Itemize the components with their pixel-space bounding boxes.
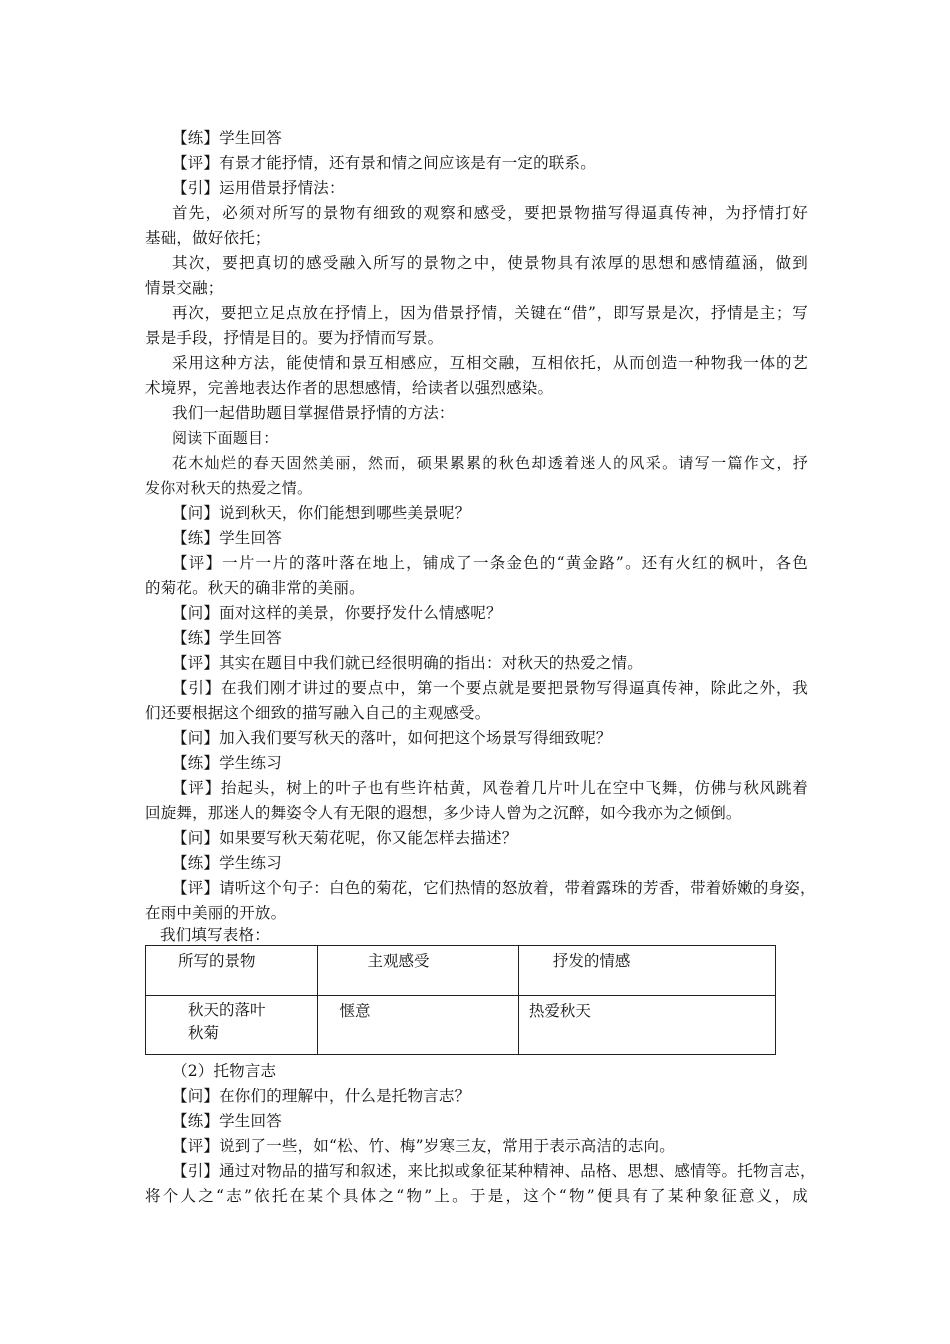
paragraph-line: 首先，必须对所写的景物有细致的观察和感受，要把景物描写得逼真传神，为抒情打好 (172, 204, 808, 222)
paragraph-line: 景是手段，抒情是目的。要为抒情而写景。 (145, 329, 444, 347)
dialogue-line: 【评】说到了一些，如“松、竹、梅”岁寒三友，常用于表示高洁的志向。 (172, 1137, 675, 1155)
prompt-line: 花木灿烂的春天固然美丽，然而，硕果累累的秋色却透着迷人的风采。请写一篇作文，抒 (172, 454, 808, 472)
prompt-line: 阅读下面题目： (172, 429, 279, 447)
paragraph-line: 再次，要把立足点放在抒情上，因为借景抒情，关键在“借”，即写景是次，抒情是主；写 (172, 304, 808, 322)
dialogue-line: 【问】说到秋天，你们能想到哪些美景呢？ (172, 504, 471, 522)
dialogue-line: 【练】学生回答 (172, 129, 282, 147)
dialogue-line: 在雨中美丽的开放。 (145, 904, 287, 922)
dialogue-line: 【练】学生回答 (172, 529, 282, 547)
dialogue-line: 【引】通过对物品的描写和叙述，来比拟或象征某种精神、品格、思想、感情等。托物言志， (172, 1162, 816, 1180)
summary-table (145, 945, 776, 1055)
dialogue-line: 【引】在我们刚才讲过的要点中，第一个要点就是要把景物写得逼真传神，除此之外，我 (172, 679, 808, 697)
dialogue-line: 回旋舞，那迷人的舞姿令人有无限的遐想，多少诗人曾为之沉醉，如今我亦为之倾倒。 (145, 804, 742, 822)
table-cell: 秋天的落叶 秋菊 (146, 996, 318, 1055)
paragraph-line: 基础，做好依托； (145, 229, 271, 247)
dialogue-line: 【评】抬起头，树上的叶子也有些许枯黄，风卷着几片叶儿在空中飞舞，仿佛与秋风跳着 (172, 779, 808, 797)
paragraph-line: 情景交融； (145, 279, 224, 297)
dialogue-line: 【问】如果要写秋天菊花呢，你又能怎样去描述？ (172, 829, 518, 847)
table-header-cell: 所写的景物 (146, 946, 318, 996)
dialogue-line: 的菊花。秋天的确非常的美丽。 (145, 579, 365, 597)
dialogue-line: 【练】学生练习 (172, 854, 282, 872)
table-cell: 惬意 (317, 996, 518, 1055)
table-intro: 我们填写表格： (160, 926, 270, 944)
dialogue-line: 【评】一片一片的落叶落在地上，铺成了一条金色的“黄金路”。还有火红的枫叶，各色 (172, 554, 808, 572)
dialogue-line: 们还要根据这个细致的描写融入自己的主观感受。 (145, 704, 491, 722)
dialogue-line: 【练】学生回答 (172, 629, 282, 647)
paragraph-line: 其次，要把真切的感受融入所写的景物之中，使景物具有浓厚的思想和感情蕴涵，做到 (172, 254, 808, 272)
dialogue-line: 【问】加入我们要写秋天的落叶，如何把这个场景写得细致呢？ (172, 729, 612, 747)
paragraph-line: 术境界，完善地表达作者的思想感情，给读者以强烈感染。 (145, 379, 554, 397)
dialogue-line: 将个人之“志”依托在某个具体之“物”上。于是，这个“物”便具有了某种象征意义，成 (145, 1187, 808, 1205)
paragraph-line: 采用这种方法，能使情和景互相感应，互相交融，互相依托，从而创造一种物我一体的艺 (172, 354, 808, 372)
dialogue-line: 【问】在你们的理解中，什么是托物言志？ (172, 1087, 471, 1105)
table-header-cell: 抒发的情感 (518, 946, 775, 996)
prompt-line: 发你对秋天的热爱之情。 (145, 479, 313, 497)
section-heading: （2）托物言志 (172, 1062, 277, 1080)
dialogue-line: 【评】请听这个句子：白色的菊花，它们热情的怒放着，带着露珠的芳香，带着娇嫩的身姿， (172, 879, 816, 897)
table-header-cell: 主观感受 (317, 946, 518, 996)
dialogue-line: 【评】其实在题目中我们就已经很明确的指出：对秋天的热爱之情。 (172, 654, 644, 672)
dialogue-line: 【引】运用借景抒情法： (172, 179, 345, 197)
paragraph-line: 我们一起借助题目掌握借景抒情的方法： (172, 404, 455, 422)
dialogue-line: 【问】面对这样的美景，你要抒发什么情感呢？ (172, 604, 502, 622)
dialogue-line: 【练】学生练习 (172, 754, 282, 772)
dialogue-line: 【练】学生回答 (172, 1112, 282, 1130)
table-cell: 热爱秋天 (518, 996, 775, 1055)
dialogue-line: 【评】有景才能抒情，还有景和情之间应该是有一定的联系。 (172, 154, 596, 172)
